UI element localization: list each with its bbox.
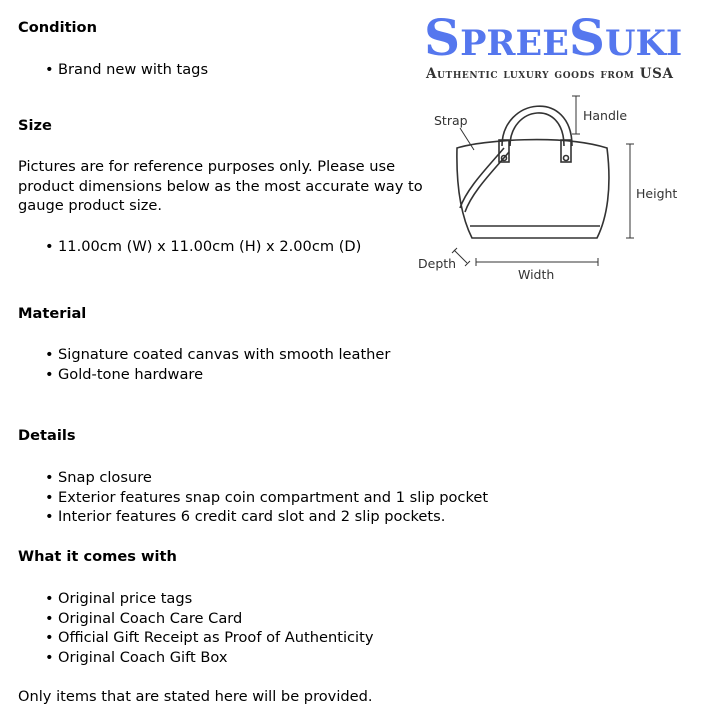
strap-label: Strap xyxy=(434,113,468,128)
details-heading: Details xyxy=(18,427,76,444)
list-item: • Signature coated canvas with smooth leather xyxy=(45,345,390,365)
depth-label: Depth xyxy=(418,256,457,271)
list-item: • Gold-tone hardware xyxy=(45,365,390,385)
list-item: • 11.00cm (W) x 11.00cm (H) x 2.00cm (D) xyxy=(45,237,361,257)
list-item: • Exterior features snap coin compartment and 1 slip pocket xyxy=(45,488,488,508)
list-item: • Interior features 6 credit card slot and 2 slip pockets. xyxy=(45,507,488,527)
height-label: Height xyxy=(636,186,678,201)
list-item: • Brand new with tags xyxy=(45,60,208,80)
brand-tagline: Authentic luxury goods from USA xyxy=(426,66,674,82)
width-label: Width xyxy=(518,267,555,282)
comes-with-heading: What it comes with xyxy=(18,548,177,565)
handle-label: Handle xyxy=(583,108,628,123)
condition-list xyxy=(45,60,208,80)
brand-logo: SpreeSuki xyxy=(424,8,683,67)
size-heading: Size xyxy=(18,117,52,134)
list-item: • Original price tags xyxy=(45,589,373,609)
bag-dimension-diagram xyxy=(412,88,712,288)
material-list xyxy=(45,345,390,384)
comes-with-list xyxy=(45,589,373,667)
list-item: • Original Coach Gift Box xyxy=(45,648,373,668)
details-list xyxy=(45,468,488,527)
list-item: • Snap closure xyxy=(45,468,488,488)
list-item: • Official Gift Receipt as Proof of Authenticity xyxy=(45,628,373,648)
material-heading: Material xyxy=(18,305,87,322)
list-item: • Original Coach Care Card xyxy=(45,609,373,629)
size-list xyxy=(45,237,361,257)
footer-note: Only items that are stated here will be provided. xyxy=(18,688,373,705)
size-note: Pictures are for reference purposes only. Please use product dimensions below as the most accurate way to gauge product size. xyxy=(18,158,423,214)
condition-heading: Condition xyxy=(18,19,97,36)
